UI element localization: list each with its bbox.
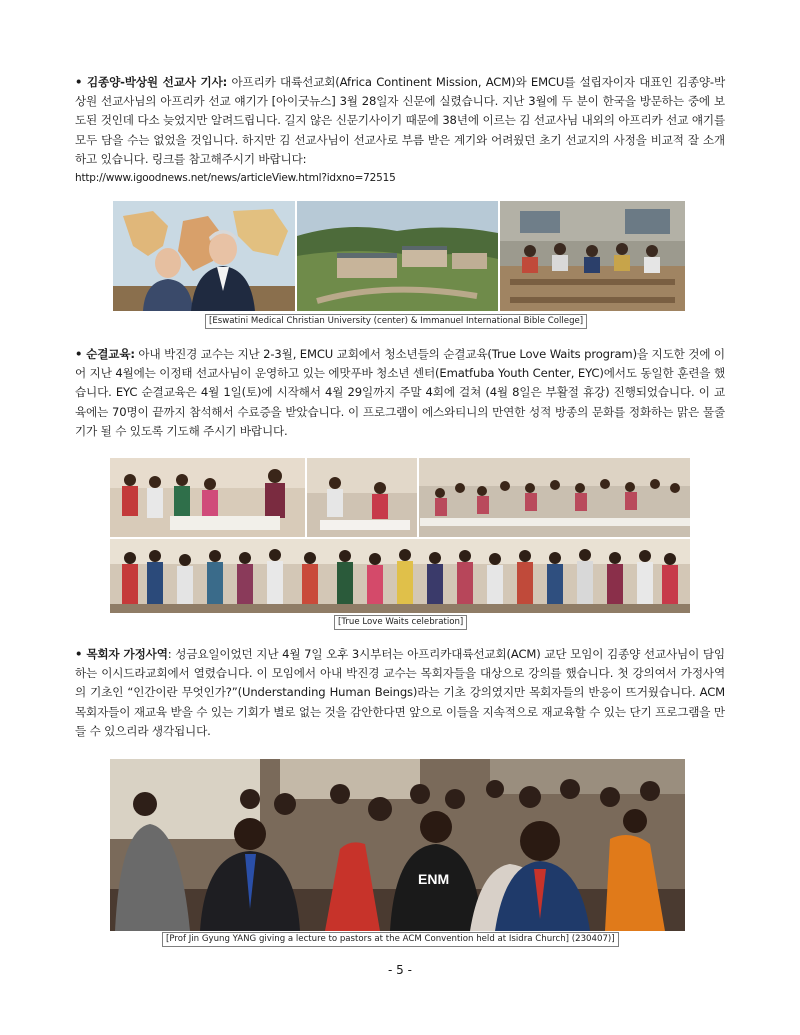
photo-bible-college-class [500,201,685,311]
section-lead: • 김종양-박상원 선교사 기사: [75,75,228,89]
paragraph-pastor-family-ministry [75,645,725,741]
caption-university: [Eswatini Medical Christian University (center) & Immanuel International Bible College] [205,314,587,329]
section-lead: • 순결교육: [75,347,135,361]
photo-collage-true-love-waits [110,458,690,613]
photo-missionary-couple [113,201,295,311]
section-body: : 성금요일이었던 지난 4월 7일 오후 3시부터는 아프리카대륙선교회(ACM) 교단 모임이 김종양 선교사님이 담임하는 이시드라교회에서 열렸습니다. 이 모임에서 아내 박진경 교수는 목회자들을 대상으로 강의를 했습니다. 첫 강의여서 가정사역의 기초인 “인간이란 무엇인가?”(Understanding Human Beings)라는 기초 강의였지만 목회자들의 반응이 뜨거웠습니다. ACM 목회자들이 재교육 받을 수 있는 기회가 별로 없는 것을 감안한다면 앞으로 이들을 지속적으로 재교육할 수 있는 단기 프로그램을 만들 수 있으리라 생각됩니다. [75,647,725,738]
article-link[interactable]: http://www.igoodnews.net/news/articleView.html?idxno=72515 [75,172,396,185]
section-body: 아내 박진경 교수는 지난 2-3월, EMCU 교회에서 청소년들의 순결교육(True Love Waits program)을 지도한 것에 이어 지난 4월에는 이정태 선교사님이 운영하고 있는 에맛푸바 청소년 센터(Ematfuba Youth Center, EYC)에서도 동일한 훈련을 했습니다. EYC 순결교육은 4월 1일(토)에 시작해서 4월 29일까지 주말 4회에 걸쳐 (4월 8일은 부활절 휴강) 진행되었습니다. 이 교육에는 70명이 끝까지 참석해서 수료증을 받았습니다. 이 프로그램이 에스와티니의 만연한 성적 방종의 문화를 정화하는 맑은 물줄기가 될 수 있도록 기도해 주시기 바랍니다. [75,347,725,438]
shirt-text: ENM [418,871,450,887]
paragraph-purity-education [75,345,725,441]
paragraph-missionary-article [75,73,725,188]
photo-university-campus [297,201,498,311]
page-number: - 5 - [388,963,412,977]
caption-pastors-lecture: [Prof Jin Gyung YANG giving a lecture to pastors at the ACM Convention held at Isidra Church] (230407)] [162,932,619,947]
section-lead: • 목회자 가정사역 [75,647,168,661]
photo-pastors-lecture [110,759,685,931]
caption-true-love-waits: [True Love Waits celebration] [334,615,467,630]
section-body: 아프리카 대륙선교회(Africa Continent Mission, ACM)와 EMCU를 설립자이자 대표인 김종양-박상원 선교사님의 아프리카 선교 얘기가 [아이굿뉴스] 3월 28일자 신문에 실렸습니다. 지난 3월에 두 분이 한국을 방문하는 중에 보도된 것인데 다소 늦었지만 알려드립니다. 길지 않은 신문기사이기 때문에 38년에 이르는 김 선교사님 내외의 아프리카 선교 얘기를 모두 담을 수는 없었을 것입니다. 하지만 김 선교사님이 선교사로 부름 받은 계기와 어려웠던 초기 선교지의 사정을 비교적 잘 소개하고 있습니다. 링크를 참고해주시기 바랍니다: [75,75,725,166]
